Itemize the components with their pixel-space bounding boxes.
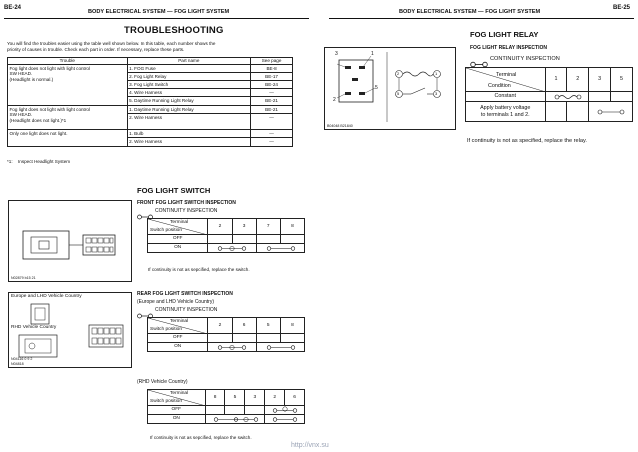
- col-trouble: Trouble: [8, 58, 128, 65]
- part-name: 5. Daytime Running Light Relay: [129, 97, 194, 103]
- parts-cell: [127, 129, 251, 146]
- fog-light-switch-title: FOG LIGHT SWITCH: [137, 186, 211, 195]
- table-row: [148, 415, 305, 424]
- rear-figure-code-1: N04116 0 9 2: [11, 357, 33, 361]
- rear-switch-table: [147, 317, 305, 352]
- page-cell: [251, 64, 293, 105]
- terminal-label: Terminal: [496, 72, 517, 78]
- relay-figure: [324, 47, 456, 130]
- see-page: —: [269, 138, 274, 144]
- trouble-line: (Headlight is normal.): [9, 76, 54, 82]
- see-page: BE-8: [251, 65, 292, 73]
- condition-line: Apply battery voltage: [480, 105, 531, 112]
- header-rule-left: [4, 18, 309, 19]
- part-name: 2. Wire Harness: [129, 138, 163, 144]
- table-row: [8, 64, 293, 105]
- terminal-number: 3: [245, 390, 265, 406]
- part-name: 1. Bulb: [128, 130, 251, 138]
- header-rule-right: [329, 18, 634, 19]
- switch-position-label: Switch position: [150, 327, 182, 332]
- see-page: —: [269, 114, 274, 120]
- see-page: BE-24: [251, 81, 292, 89]
- part-name: 1. Daytime Running Light Relay: [128, 106, 251, 114]
- terminal-number: 2: [208, 318, 232, 334]
- page-cell: [251, 129, 293, 146]
- switch-position-label: Switch position: [150, 228, 182, 233]
- troubleshooting-title: TROUBLESHOOTING: [124, 25, 224, 36]
- parts-cell: [127, 105, 251, 129]
- terminal-number: 5: [225, 390, 245, 406]
- trouble-line: SW HEAD.: [9, 71, 33, 77]
- trouble-line: (Headlight does not light.)*1: [9, 117, 67, 123]
- relay-label: 2: [333, 97, 336, 103]
- rear-figure-code-2: N04818: [11, 362, 24, 366]
- relay-inspection-title: FOG LIGHT RELAY INSPECTION: [470, 45, 547, 51]
- continuity-link: [205, 415, 265, 424]
- rear-note: If continuity is not as sepcified, replace the switch.: [150, 435, 252, 440]
- table-row: [8, 105, 293, 129]
- relay-label: 1: [435, 71, 438, 76]
- page-cell: [251, 105, 293, 129]
- part-name: 2. Fog Light Relay: [128, 73, 251, 81]
- see-page: —: [251, 130, 292, 138]
- table-row: [148, 406, 305, 415]
- rhd-switch-table: [147, 389, 305, 424]
- table-row: [148, 343, 305, 352]
- terminal-number: 5: [256, 318, 280, 334]
- terminal-number: 8: [280, 219, 304, 235]
- continuity-link: [589, 102, 633, 122]
- relay-label: 5: [375, 85, 378, 91]
- continuity-link: [208, 244, 256, 253]
- relay-label: 2: [397, 71, 400, 76]
- rear-inspection-title: REAR FOG LIGHT SWITCH INSPECTION: [137, 291, 233, 297]
- switch-position-label: Switch position: [150, 399, 182, 404]
- relay-figure-code: B04048 B21840: [327, 124, 353, 128]
- rear-figure-label-1: Europe and LHD Vehicle Country: [11, 294, 82, 299]
- trouble-cell: [8, 105, 128, 129]
- condition-line: to terminals 1 and 2.: [480, 111, 530, 118]
- part-name: 3. Fog Light Switch: [128, 81, 251, 89]
- troubleshooting-table: [7, 57, 293, 147]
- switch-position: ON: [148, 415, 206, 424]
- continuity-link: [256, 244, 304, 253]
- terminal-number: 5: [611, 68, 633, 92]
- front-continuity-label: CONTINUITY INSPECTION: [155, 208, 218, 214]
- rear-figure-label-2: RHD Vehicle Country: [11, 325, 57, 330]
- front-switch-figure: [8, 200, 132, 282]
- rear-switch-figure: [8, 292, 132, 368]
- terminal-header: [148, 390, 206, 406]
- relay-drawing: [325, 48, 457, 131]
- terminal-number: 2: [208, 219, 232, 235]
- relay-continuity-label: CONTINUITY INSPECTION: [490, 56, 560, 62]
- table-row: [466, 92, 633, 102]
- terminal-number: 6: [232, 318, 256, 334]
- switch-position: OFF: [148, 406, 206, 415]
- terminal-number: 3: [589, 68, 611, 92]
- terminal-header: [466, 68, 546, 92]
- switch-position: ON: [148, 343, 208, 352]
- front-switch-drawing: [9, 201, 133, 283]
- condition: Constant: [466, 92, 546, 102]
- page-header-left: BODY ELECTRICAL SYSTEM — FOG LIGHT SYSTEM: [88, 9, 230, 15]
- continuity-link: [545, 92, 589, 102]
- continuity-link: [265, 415, 305, 424]
- part-name: 1. FOG Fuse: [128, 65, 251, 73]
- troubleshooting-intro-2: priority of causes in trouble. Check each part in order. If necessary, replace these parts.: [7, 47, 185, 52]
- col-see-page: See page: [251, 58, 293, 65]
- terminal-number: 8: [280, 318, 304, 334]
- table-row: [148, 244, 305, 253]
- fog-light-relay-title: FOG LIGHT RELAY: [470, 30, 539, 39]
- footnote-text: Inspect Headlight System: [18, 159, 71, 164]
- see-page: BE-21: [265, 97, 278, 103]
- see-page: BE-21: [251, 106, 292, 114]
- trouble-line: Fog light does not light with light control: [9, 107, 90, 112]
- table-row: [8, 129, 293, 146]
- condition-label: Condition: [488, 83, 511, 89]
- relay-label: 3: [435, 91, 438, 96]
- table-row: [148, 235, 305, 244]
- front-note: If continuity is not as sepcified, replace the switch.: [148, 267, 250, 272]
- terminal-number: 8: [205, 390, 225, 406]
- col-part-name: Part name: [127, 58, 251, 65]
- relay-label: 1: [371, 51, 374, 57]
- terminal-number: 2: [265, 390, 285, 406]
- see-page: —: [251, 89, 292, 97]
- front-figure-code: N02879 b15 21: [11, 276, 36, 280]
- table-row: [148, 334, 305, 343]
- terminal-label: Terminal: [170, 391, 189, 396]
- part-name: 4. Wire Harness: [128, 89, 251, 97]
- relay-label: 5: [397, 91, 400, 96]
- see-page: BE-17: [251, 73, 292, 81]
- terminal-label: Terminal: [170, 319, 189, 324]
- rear-subtitle: (Europe and LHD Vehicle Country): [137, 299, 214, 305]
- page-header-right: BODY ELECTRICAL SYSTEM — FOG LIGHT SYSTEM: [399, 9, 541, 15]
- trouble-line: SW HEAD.: [9, 112, 33, 118]
- terminal-number: 1: [545, 68, 567, 92]
- part-name: 2. Wire Harness: [129, 114, 163, 120]
- front-switch-table: [147, 218, 305, 253]
- table-row: [466, 102, 633, 122]
- terminal-header: [148, 318, 208, 334]
- terminal-number: 7: [256, 219, 280, 235]
- switch-position: OFF: [148, 235, 208, 244]
- terminal-number: 2: [567, 68, 589, 92]
- trouble-cell: [8, 64, 128, 105]
- terminal-number: 3: [232, 219, 256, 235]
- switch-position: OFF: [148, 334, 208, 343]
- terminal-label: Terminal: [170, 220, 189, 225]
- page-number-right: BE-25: [613, 5, 631, 11]
- continuity-link: [208, 343, 256, 352]
- continuity-link: [265, 406, 305, 415]
- switch-position: ON: [148, 244, 208, 253]
- trouble-cell: Only one light does not light.: [8, 129, 128, 146]
- watermark: http://vnx.su: [291, 442, 329, 449]
- rhd-title: (RHD Vehicle Country): [137, 379, 188, 385]
- rear-continuity-label: CONTINUITY INSPECTION: [155, 307, 218, 313]
- terminal-header: [148, 219, 208, 235]
- parts-cell: [127, 64, 251, 105]
- page-number-left: BE-24: [4, 5, 22, 11]
- condition: [466, 102, 546, 122]
- footnote-mark: *1:: [7, 159, 13, 164]
- trouble-line: Fog light does not light with light control: [9, 66, 90, 71]
- continuity-link: [256, 343, 304, 352]
- relay-label: 3: [335, 51, 338, 57]
- right-page: [319, 0, 638, 452]
- front-inspection-title: FRONT FOG LIGHT SWITCH INSPECTION: [137, 200, 236, 206]
- relay-note: If continuity is not as specified, replace the relay.: [467, 138, 587, 144]
- terminal-number: 6: [285, 390, 305, 406]
- relay-table: [465, 67, 633, 122]
- troubleshooting-intro-1: You will find the troubles easier using the table well shown below. In this table, each number shows the: [7, 41, 216, 46]
